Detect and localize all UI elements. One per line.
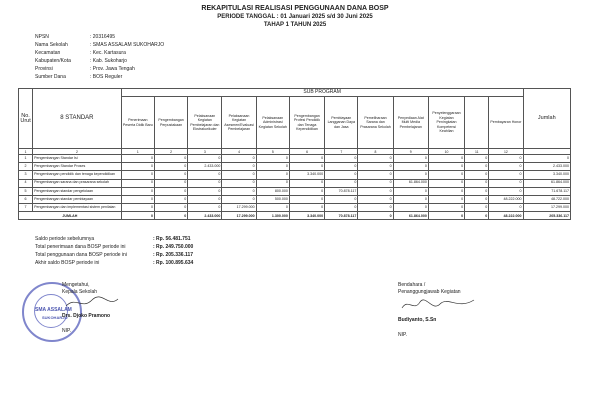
row-value-cell: 0 (465, 204, 489, 212)
row-value-cell: 0 (222, 195, 256, 203)
row-standard-name: Pengembangan standar pengelolaan (33, 187, 122, 195)
summary-total-used: Total penggunaan dana BOSP periode ini : Rp. 205.336.117 (35, 252, 194, 258)
row-value-cell: 48.222.000 (489, 195, 523, 203)
row-value-cell: 61.864.000 (393, 179, 428, 187)
row-value-cell: 0 (154, 171, 187, 179)
row-value-cell: 0 (154, 155, 187, 163)
row-value-cell: 0 (154, 187, 187, 195)
right-sign-name: Budiyanto, S.Sn (398, 317, 437, 323)
row-value-cell: 0 (489, 171, 523, 179)
total-value-cell: 61.864.000 (393, 212, 428, 220)
column-index-cell: 9 (393, 149, 428, 155)
row-value-cell: 0 (325, 155, 358, 163)
summary-prev-balance: Saldo periode sebelumnya : Rp. 56.481.751 (35, 236, 191, 242)
report-stage: TAHAP 1 TAHUN 2025 (263, 22, 327, 28)
row-value-cell: 0 (188, 179, 222, 187)
row-value-cell: 0 (465, 171, 489, 179)
row-value-cell: 0 (121, 163, 154, 171)
row-value-cell: 0 (222, 179, 256, 187)
row-value-cell: 0 (325, 204, 358, 212)
row-value-cell: 0 (154, 163, 187, 171)
row-value-cell: 0 (222, 155, 256, 163)
row-value-cell: 0 (256, 163, 289, 171)
total-value-cell: 0 (121, 212, 154, 220)
row-value-cell: 0 (358, 187, 393, 195)
sub-program-header: Penerimaan Peserta Didik Baru (121, 97, 154, 149)
row-value-cell: 0 (188, 187, 222, 195)
row-value-cell: 0 (222, 163, 256, 171)
left-sign-line2: Kepala Sekolah (62, 289, 98, 295)
row-value-cell: 0 (121, 204, 154, 212)
sub-program-header: Penyelenggaraan Kegiatan Peningkatan Kompetensi Keahlian (428, 97, 464, 149)
row-value-cell: 0 (428, 179, 464, 187)
row-number: 2 (19, 163, 33, 171)
row-value-cell: 2.433.000 (188, 163, 222, 171)
row-value-cell: 0 (428, 163, 464, 171)
left-sign-line1: Mengetahui, (62, 282, 90, 288)
row-value-cell: 0 (121, 155, 154, 163)
row-value-cell: 500.000 (256, 195, 289, 203)
column-index-cell: 1 (121, 149, 154, 155)
summary-end-balance: Akhir saldo BOSP periode ini : Rp. 100.895.634 (35, 260, 194, 266)
table-row (19, 187, 571, 195)
info-npsn: NPSN : 20316495 (35, 34, 116, 40)
row-value-cell: 0 (154, 179, 187, 187)
row-value-cell: 0 (222, 187, 256, 195)
row-value-cell: 0 (154, 204, 187, 212)
info-school-name: Nama Sekolah : SMAS ASSALAM SUKOHARJO (35, 42, 165, 48)
row-value-cell: 0 (489, 187, 523, 195)
column-index-cell: 10 (428, 149, 464, 155)
total-value-cell: 1.300.000 (256, 212, 289, 220)
row-value-cell: 0 (222, 171, 256, 179)
row-value-cell: 0 (428, 195, 464, 203)
row-value-cell: 0 (325, 163, 358, 171)
total-row (19, 212, 571, 220)
table-row (19, 155, 571, 163)
row-value-cell: 0 (188, 171, 222, 179)
row-total-cell: 48.722.000 (523, 195, 570, 203)
row-value-cell: 0 (358, 179, 393, 187)
row-value-cell: 0 (489, 204, 523, 212)
row-value-cell: 0 (393, 155, 428, 163)
info-district: Kecamatan : Kec. Kartasura (35, 50, 126, 56)
row-number: 7 (19, 204, 33, 212)
total-value-cell: 48.222.000 (489, 212, 523, 220)
left-sign-name: Drs. Djoko Pramono (62, 313, 111, 319)
row-value-cell: 0 (256, 204, 289, 212)
column-index-cell: 11 (465, 149, 489, 155)
row-total-cell: 71.678.117 (523, 187, 570, 195)
right-sign-line1: Bendahara / (398, 282, 426, 288)
row-value-cell: 0 (121, 179, 154, 187)
right-signature-block (398, 282, 478, 339)
row-standard-name: Pengembangan Standar Proses (33, 163, 122, 171)
row-value-cell: 0 (121, 171, 154, 179)
row-value-cell: 0 (188, 204, 222, 212)
row-number: 3 (19, 171, 33, 179)
row-value-cell: 0 (121, 195, 154, 203)
total-value-cell: 0 (154, 212, 187, 220)
row-total-cell: 17.299.000 (523, 204, 570, 212)
row-value-cell: 0 (358, 195, 393, 203)
row-value-cell: 0 (188, 195, 222, 203)
row-value-cell: 0 (393, 195, 428, 203)
row-value-cell: 0 (188, 155, 222, 163)
row-number: 5 (19, 187, 33, 195)
total-value-cell: 17.299.000 (222, 212, 256, 220)
row-standard-name: Pengembangan standar pembiayaan (33, 195, 122, 203)
row-value-cell: 0 (325, 195, 358, 203)
row-standard-name: Pengembangan pendidik dan tenaga kependidikan (33, 171, 122, 179)
sub-program-header: Pelaksanaan Kegiatan Pembelajaran dan Ekstrakurikuler (188, 97, 222, 149)
header-standard: 8 STANDAR (33, 89, 122, 149)
row-value-cell: 800.000 (256, 187, 289, 195)
row-value-cell: 0 (465, 195, 489, 203)
total-value-cell: 70.878.117 (325, 212, 358, 220)
recap-table (18, 88, 571, 220)
row-standard-name: Pengembangan Standar Isi (33, 155, 122, 163)
sub-program-header: Pelaksanaan Administrasi Kegiatan Sekolah (256, 97, 289, 149)
report-period: PERIODE TANGGAL : 01 Januari 2025 s/d 30 Juni 2025 (217, 14, 373, 20)
row-value-cell: 0 (289, 187, 324, 195)
row-value-cell: 0 (465, 163, 489, 171)
stamp-subtext: SUKOHARJO (42, 315, 68, 320)
row-total-cell: 61.864.000 (523, 179, 570, 187)
right-sign-nip: NIP. (398, 332, 408, 338)
row-total-cell: 2.433.000 (523, 163, 570, 171)
column-index-cell: 8 (358, 149, 393, 155)
row-value-cell: 0 (358, 204, 393, 212)
row-total-cell: 3.340.000 (523, 171, 570, 179)
right-signature-scribble (398, 296, 478, 314)
row-value-cell: 0 (289, 163, 324, 171)
row-value-cell: 0 (325, 179, 358, 187)
sub-program-header: Pengembangan Profesi Pendidik dan Tenaga Kependidikan (289, 97, 324, 149)
table-row (19, 204, 571, 212)
row-value-cell: 0 (289, 195, 324, 203)
row-standard-name: Pengembangan sarana dan prasarana sekolah (33, 179, 122, 187)
sub-program-header: Pengembangan Perpustakaan (154, 97, 187, 149)
total-value-cell: 2.433.000 (188, 212, 222, 220)
total-value-cell: 3.340.000 (289, 212, 324, 220)
left-signature-scribble (62, 296, 122, 310)
row-value-cell: 0 (358, 163, 393, 171)
school-info (35, 33, 210, 81)
table-row (19, 163, 571, 171)
row-value-cell: 0 (358, 155, 393, 163)
row-value-cell: 17.299.000 (222, 204, 256, 212)
row-value-cell: 0 (325, 171, 358, 179)
total-value-cell: 0 (358, 212, 393, 220)
column-index-cell: 3 (188, 149, 222, 155)
row-value-cell: 0 (465, 179, 489, 187)
column-index-cell: 4 (222, 149, 256, 155)
row-value-cell: 0 (289, 179, 324, 187)
sub-program-header: Pemeliharaan Sarana dan Prasarana Sekolah (358, 97, 393, 149)
row-total-cell: 0 (523, 155, 570, 163)
column-index-cell: 12 (489, 149, 523, 155)
row-number: 4 (19, 179, 33, 187)
left-signature-block (62, 282, 122, 335)
info-province: Provinsi : Prov. Jawa Tengah (35, 66, 135, 72)
row-value-cell: 0 (428, 171, 464, 179)
column-index-cell: 6 (289, 149, 324, 155)
left-sign-nip: NIP. (62, 328, 72, 334)
report-title: REKAPITULASI REALISASI PENGGUNAAN DANA BOSP (201, 5, 389, 12)
right-sign-line2: Penanggungjawab Kegiatan (398, 289, 461, 295)
total-value-cell: 0 (428, 212, 464, 220)
row-standard-name: Pengembangan dan implementasi sistem penilaian (33, 204, 122, 212)
row-value-cell: 0 (465, 155, 489, 163)
row-value-cell: 0 (393, 204, 428, 212)
row-value-cell: 0 (489, 155, 523, 163)
stamp-text: SMA ASSALAM (35, 307, 72, 313)
row-value-cell: 3.340.000 (289, 171, 324, 179)
total-label: JUMLAH (19, 212, 122, 220)
sub-program-header: Penyediaan Alat Multi Media Pembelajaran (393, 97, 428, 149)
row-value-cell: 0 (121, 187, 154, 195)
column-index-cell: 2 (154, 149, 187, 155)
row-value-cell: 0 (465, 187, 489, 195)
row-value-cell: 0 (393, 171, 428, 179)
grand-total-cell: 205.336.117 (523, 212, 570, 220)
summary-total-received: Total penerimaan dana BOSP periode ini : Rp. 249.750.000 (35, 244, 194, 250)
column-index-cell: 2 (33, 149, 122, 155)
header-sub-program: SUB PROGRAM (121, 89, 523, 97)
row-value-cell: 0 (358, 171, 393, 179)
table-row (19, 171, 571, 179)
header-total: Jumlah (523, 89, 570, 149)
table-row (19, 195, 571, 203)
column-index-cell: 7 (325, 149, 358, 155)
row-value-cell: 0 (428, 204, 464, 212)
row-number: 1 (19, 155, 33, 163)
row-value-cell: 0 (256, 155, 289, 163)
row-value-cell: 0 (256, 179, 289, 187)
row-value-cell: 0 (428, 155, 464, 163)
row-value-cell: 70.878.117 (325, 187, 358, 195)
sub-program-header: Pembayaran Honor (489, 97, 523, 149)
sub-program-header: Pembiayaan Langganan Daya dan Jasa (325, 97, 358, 149)
row-value-cell: 0 (428, 187, 464, 195)
row-value-cell: 0 (256, 171, 289, 179)
info-fund-source: Sumber Dana : BOS Reguler (35, 74, 123, 80)
total-value-cell: 0 (465, 212, 489, 220)
sub-program-header (465, 97, 489, 149)
table-row (19, 179, 571, 187)
column-index-cell: 1 (19, 149, 33, 155)
row-value-cell: 0 (489, 163, 523, 171)
info-regency: Kabupaten/Kota : Kab. Sukoharjo (35, 58, 127, 64)
row-value-cell: 0 (289, 204, 324, 212)
row-value-cell: 0 (393, 187, 428, 195)
row-value-cell: 0 (154, 195, 187, 203)
row-value-cell: 0 (489, 179, 523, 187)
column-index-cell: 5 (256, 149, 289, 155)
header-no: No. Urut (19, 89, 33, 149)
sub-program-header: Pelaksanaan Kegiatan Asesmen/Evaluasi Pembelajaran (222, 97, 256, 149)
row-number: 6 (19, 195, 33, 203)
balance-summary (35, 235, 213, 267)
row-value-cell: 0 (393, 163, 428, 171)
row-value-cell: 0 (289, 155, 324, 163)
